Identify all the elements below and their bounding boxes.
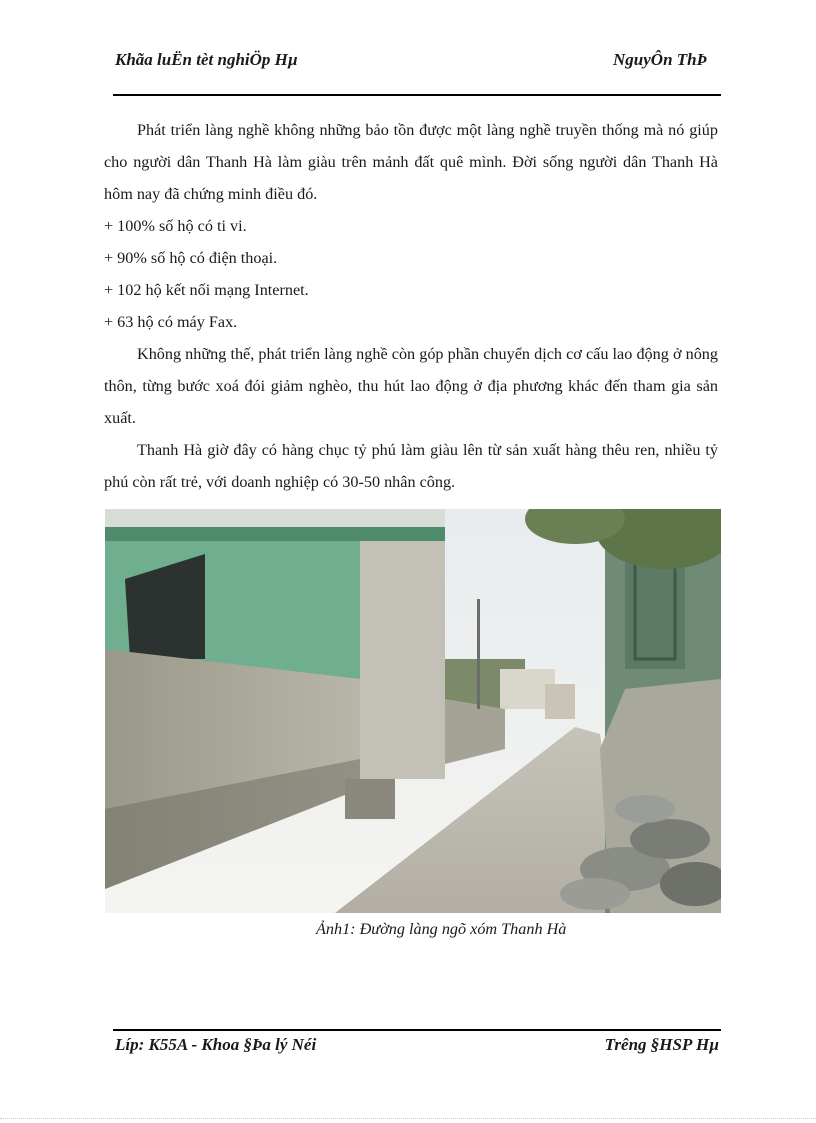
paragraph-1: Phát triển làng nghề không những bảo tồn được một làng nghề truyền thống mà nó giúp cho người dân Thanh Hà làm giàu trên mảnh đất quê mình. Đời sống người dân Thanh Hà hôm nay đã chứng minh điều đó. <box>104 121 718 203</box>
header-author-name: NguyÔn ThÞ <box>613 50 707 69</box>
footer-rule <box>113 1029 721 1031</box>
page-header <box>113 50 721 95</box>
paragraph-2: Không những thế, phát triển làng nghề còn góp phần chuyển dịch cơ cấu lao động ở nông thôn, từng bước xoá đói giảm nghèo, thu hút lao động ở địa phương khác đến tham gia sản xuất. <box>104 345 718 427</box>
footer-class-info: Líp: K55A - Khoa §Þa lý Néi <box>115 1035 317 1054</box>
photo-caption: Ảnh1: Đường làng ngõ xóm Thanh Hà <box>316 920 567 938</box>
page-bottom-dotted-line <box>0 1118 816 1119</box>
footer-school-name: Trêng §HSP Hµ <box>604 1035 719 1054</box>
page-footer <box>113 1034 721 1079</box>
body-text <box>104 114 718 498</box>
list-item-tv: + 100% số hộ có ti vi. <box>104 217 247 235</box>
list-item-internet: + 102 hộ kết nối mạng Internet. <box>104 281 309 299</box>
header-thesis-title: Khãa luËn tèt nghiÖp Hµ <box>115 50 298 69</box>
paragraph-3: Thanh Hà giờ đây có hàng chục tỷ phú làm giàu lên từ sản xuất hàng thêu ren, nhiều tỷ phú còn rất trẻ, với doanh nghiệp có 30-50 nhân công. <box>104 441 718 491</box>
photo-illustration <box>105 509 721 913</box>
village-alley-photo <box>105 509 721 913</box>
header-rule <box>113 94 721 96</box>
list-item-phone: + 90% số hộ có điện thoại. <box>104 249 278 267</box>
list-item-fax: + 63 hộ có máy Fax. <box>104 313 238 331</box>
